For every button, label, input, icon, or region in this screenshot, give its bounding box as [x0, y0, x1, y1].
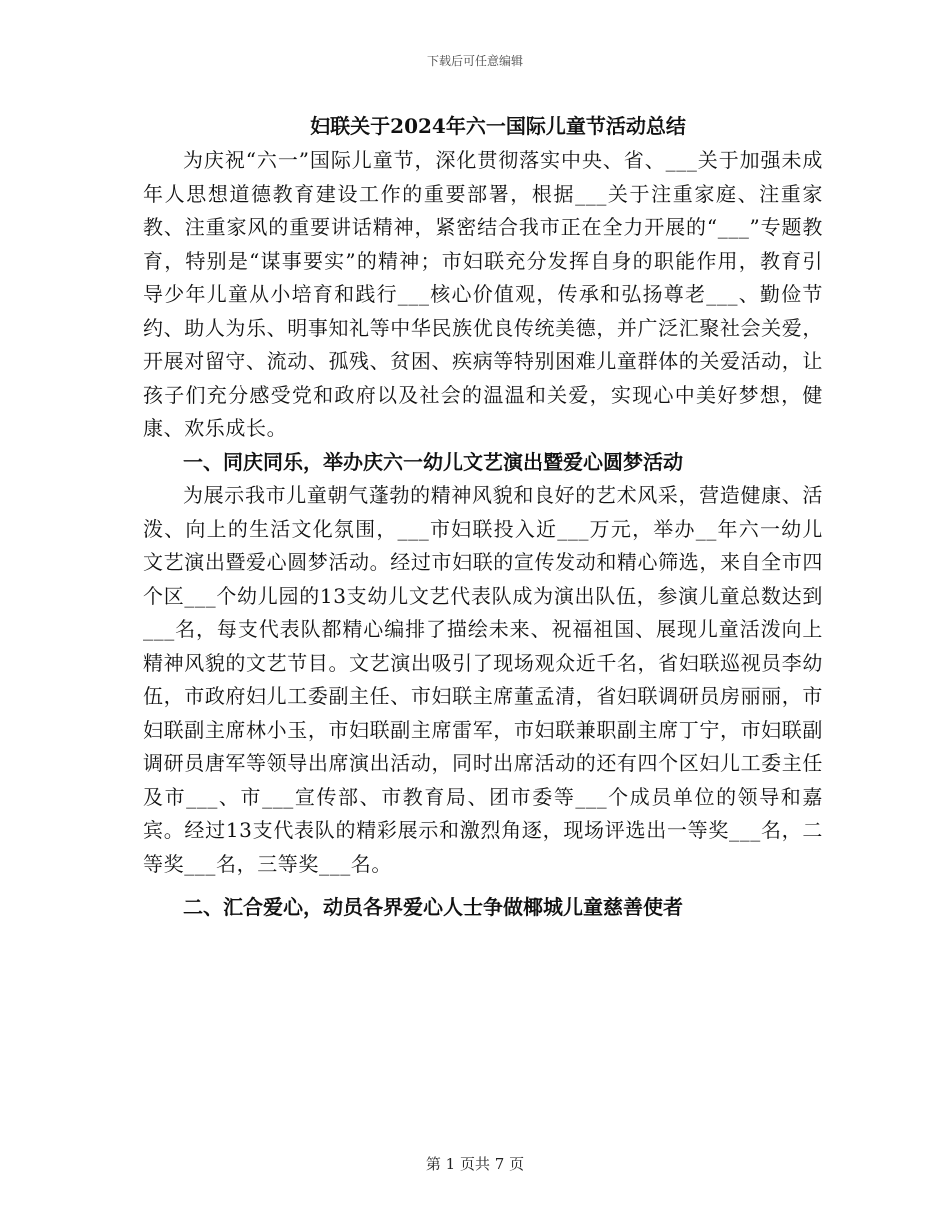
section-2-heading: 二、汇合爱心，动员各界爱心人士争做椰城儿童慈善使者 [183, 895, 683, 919]
document-body [143, 110, 823, 925]
page-number: 第 1 页共 7 页 [425, 1155, 525, 1173]
section-1-paragraph: 为展示我市儿童朝气蓬勃的精神风貌和良好的艺术风采，营造健康、活泼、向上的生活文化氛围，___市妇联投入近___万元，举办__年六一幼儿文艺演出暨爱心圆梦活动。经过市妇联的宣传发动和精心筛选，来自全市四个区___个幼儿园的13支幼儿文艺代表队成为演出队伍，参演儿童总数达到___名，每支代表队都精心编排了描绘未来、祝福祖国、展现儿童活泼向上精神风貌的文艺节目。文艺演出吸引了现场观众近千名，省妇联巡视员李幼伍，市政府妇儿工委副主任、市妇联主席董孟清，省妇联调研员房丽丽，市妇联副主席林小玉，市妇联副主席雷军，市妇联兼职副主席丁宁，市妇联副调研员唐军等领导出席演出活动，同时出席活动的还有四个区妇儿工委主任及市___、市___宣传部、市教育局、团市委等___个成员单位的领导和嘉宾。经过13支代表队的精彩展示和激烈角逐，现场评选出一等奖___名，二等奖___名，三等奖___名。 [143, 483, 823, 876]
section-1-heading: 一、同庆同乐，举办庆六一幼儿文艺演出暨爱心圆梦活动 [183, 449, 683, 474]
document-title: 妇联关于2024年六一国际儿童节活动总结 [310, 114, 686, 138]
header-note: 下载后可任意编辑 [426, 54, 523, 68]
intro-paragraph: 为庆祝“六一”国际儿童节，深化贯彻落实中央、省、___关于加强未成年人思想道德教育建设工作的重要部署，根据___关于注重家庭、注重家教、注重家风的重要讲话精神，紧密结合我市正在全力开展的“___”专题教育，特别是“谋事要实”的精神；市妇联充分发挥自身的职能作用，教育引导少年儿童从小培育和践行___核心价值观，传承和弘扬尊老___、勤俭节约、助人为乐、明事知礼等中华民族优良传统美德，并广泛汇聚社会关爱，开展对留守、流动、孤残、贫困、疾病等特别困难儿童群体的关爱活动，让孩子们充分感受党和政府以及社会的温温和关爱，实现心中美好梦想，健康、欢乐成长。 [143, 148, 823, 440]
